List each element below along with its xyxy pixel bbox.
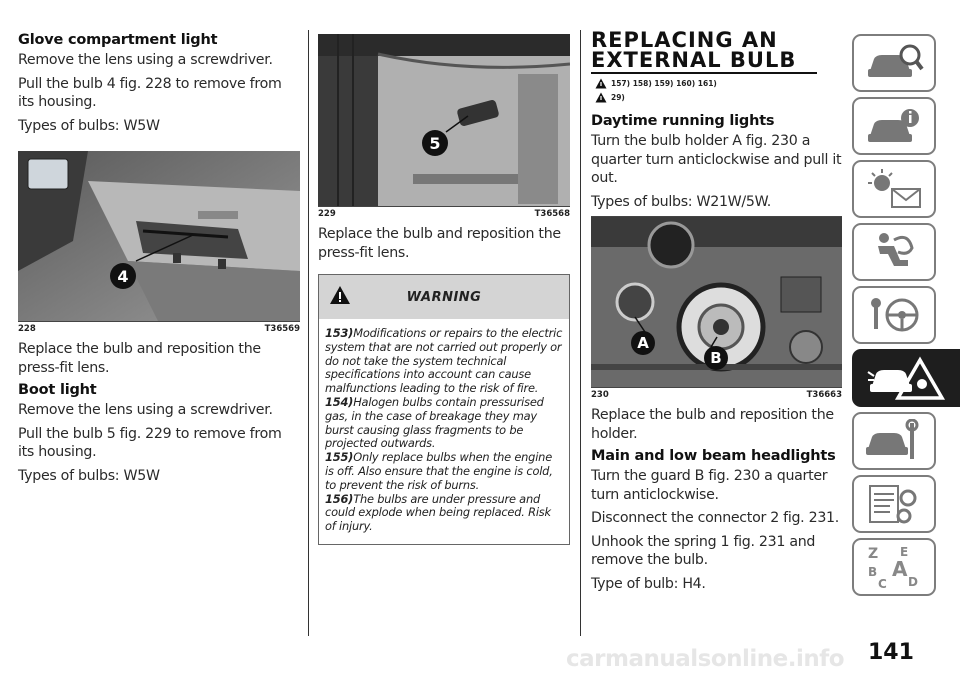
glove-step-1: Remove the lens using a screwdriver.: [18, 52, 273, 68]
column-3: [591, 30, 842, 598]
column-1: [18, 30, 300, 490]
warning-references: 157) 158) 159) 160) 161): [595, 78, 842, 89]
figure-228-caption: [18, 322, 300, 340]
boot-step-1: Remove the lens using a screwdriver.: [18, 402, 273, 418]
tab-technical-specifications[interactable]: [852, 475, 936, 533]
beam-step-2: Disconnect the connector 2 fig. 231.: [591, 510, 839, 526]
warning-triangle-icon: [329, 285, 351, 305]
boot-step-2: Pull the bulb 5 fig. 229 to remove from its housing.: [18, 425, 282, 460]
drl-heading: Daytime running lights: [591, 113, 775, 129]
tab-index[interactable]: [852, 538, 936, 596]
car-magnifier-icon: [864, 41, 924, 85]
beam-bulb-type: Type of bulb: H4.: [591, 575, 706, 592]
glove-step-2: Pull the bulb 4 fig. 228 to remove from its housing.: [18, 75, 282, 110]
warning-lights-envelope-icon: [864, 167, 924, 211]
tab-knowing-your-vehicle[interactable]: [852, 34, 936, 92]
tab-in-an-emergency[interactable]: [852, 349, 960, 407]
glove-bulb-type: Types of bulbs: W5W: [18, 117, 160, 134]
column-divider-1: [308, 30, 309, 636]
attention-triangle-icon: [595, 92, 607, 103]
svg-text:A: A: [892, 557, 908, 581]
warning-triangle-icon: [595, 78, 607, 89]
tab-servicing-care[interactable]: [852, 412, 936, 470]
note-references: 29): [595, 92, 842, 103]
car-wrench-icon: [864, 419, 924, 463]
car-emergency-triangle-icon: [866, 354, 946, 402]
beam-headlights-heading: Main and low beam headlights: [591, 448, 836, 464]
airbag-seat-icon: [864, 230, 924, 274]
figure-228-code: T36569: [264, 324, 300, 334]
glove-compartment-heading: Glove compartment light: [18, 32, 218, 48]
tab-instrument-panel[interactable]: [852, 97, 936, 155]
specifications-gear-icon: [864, 482, 924, 526]
glove-compartment-photo: [18, 151, 300, 321]
figure-229: [318, 34, 570, 207]
warning-header: [319, 275, 569, 319]
figure-229-code: T36568: [534, 209, 570, 219]
drl-bulb-type: Types of bulbs: W21W/5W.: [591, 193, 771, 210]
svg-text:D: D: [908, 575, 918, 589]
warning-item: 153)Modifications or repairs to the electric system that are not carried out properly or do not take the system technical specifications into account can cause malfunctions leading to the risk of fire.: [325, 326, 563, 396]
warning-body: [319, 319, 569, 544]
figure-230-callout-a: A: [631, 331, 655, 355]
section-title-line-1: REPLACING AN: [591, 28, 778, 52]
tab-starting-driving[interactable]: [852, 286, 936, 344]
warning-box: [318, 274, 570, 545]
figure-230-code: T36663: [806, 390, 842, 400]
figure-229-callout: 5: [422, 130, 448, 156]
svg-text:Z: Z: [868, 546, 879, 562]
tab-safety[interactable]: [852, 223, 936, 281]
beam-step-3: Unhook the spring 1 fig. 231 and remove the bulb.: [591, 533, 816, 568]
drl-step-1: Turn the bulb holder A fig. 230 a quarter turn anticlockwise and pull it out.: [591, 133, 842, 186]
svg-text:B: B: [868, 565, 878, 579]
column-divider-2: [580, 30, 581, 636]
alphabet-index-icon: [864, 542, 924, 592]
beam-step-1: Turn the guard B fig. 230 a quarter turn anticlockwise.: [591, 468, 828, 503]
warning-title: WARNING: [406, 289, 482, 305]
tab-safety-lights[interactable]: [852, 160, 936, 218]
boot-replace-text: Replace the bulb and reposition the press-fit lens.: [318, 226, 561, 261]
figure-229-caption: [318, 207, 570, 225]
figure-230-caption: [591, 388, 842, 406]
figure-230-callout-b: B: [704, 346, 728, 370]
section-title-line-2: EXTERNAL BULB: [591, 48, 797, 72]
key-steering-wheel-icon: [864, 293, 924, 337]
figure-230: [591, 216, 842, 388]
figure-230-number: 230: [591, 390, 609, 400]
car-info-icon: [864, 104, 924, 148]
warning-item: 156)The bulbs are under pressure and could explode when being replaced. Risk of injury.: [325, 491, 551, 534]
figure-228: [18, 151, 300, 322]
column-2: [318, 30, 570, 545]
drl-replace-text: Replace the bulb and reposition the holder.: [591, 407, 834, 442]
title-rule: [591, 72, 817, 74]
svg-text:C: C: [878, 577, 887, 591]
figure-228-callout: 4: [110, 263, 136, 289]
figure-229-number: 229: [318, 209, 336, 219]
warning-item: 155)Only replace bulbs when the engine is off. Also ensure that the engine is cold, to prevent the risk of burns.: [325, 450, 553, 492]
figure-228-number: 228: [18, 324, 36, 334]
boot-bulb-type: Types of bulbs: W5W: [18, 467, 160, 484]
boot-light-photo: [318, 34, 570, 206]
warning-item: 154)Halogen bulbs contain pressurised gas, in the case of breakage they may burst causing glass fragments to be projected outwards.: [325, 394, 544, 451]
boot-light-heading: Boot light: [18, 382, 97, 398]
svg-text:E: E: [900, 545, 909, 559]
watermark: carmanualsonline.info: [566, 646, 845, 672]
glove-replace-text: Replace the bulb and reposition the press-fit lens.: [18, 341, 261, 376]
page-number: 141: [868, 640, 914, 665]
